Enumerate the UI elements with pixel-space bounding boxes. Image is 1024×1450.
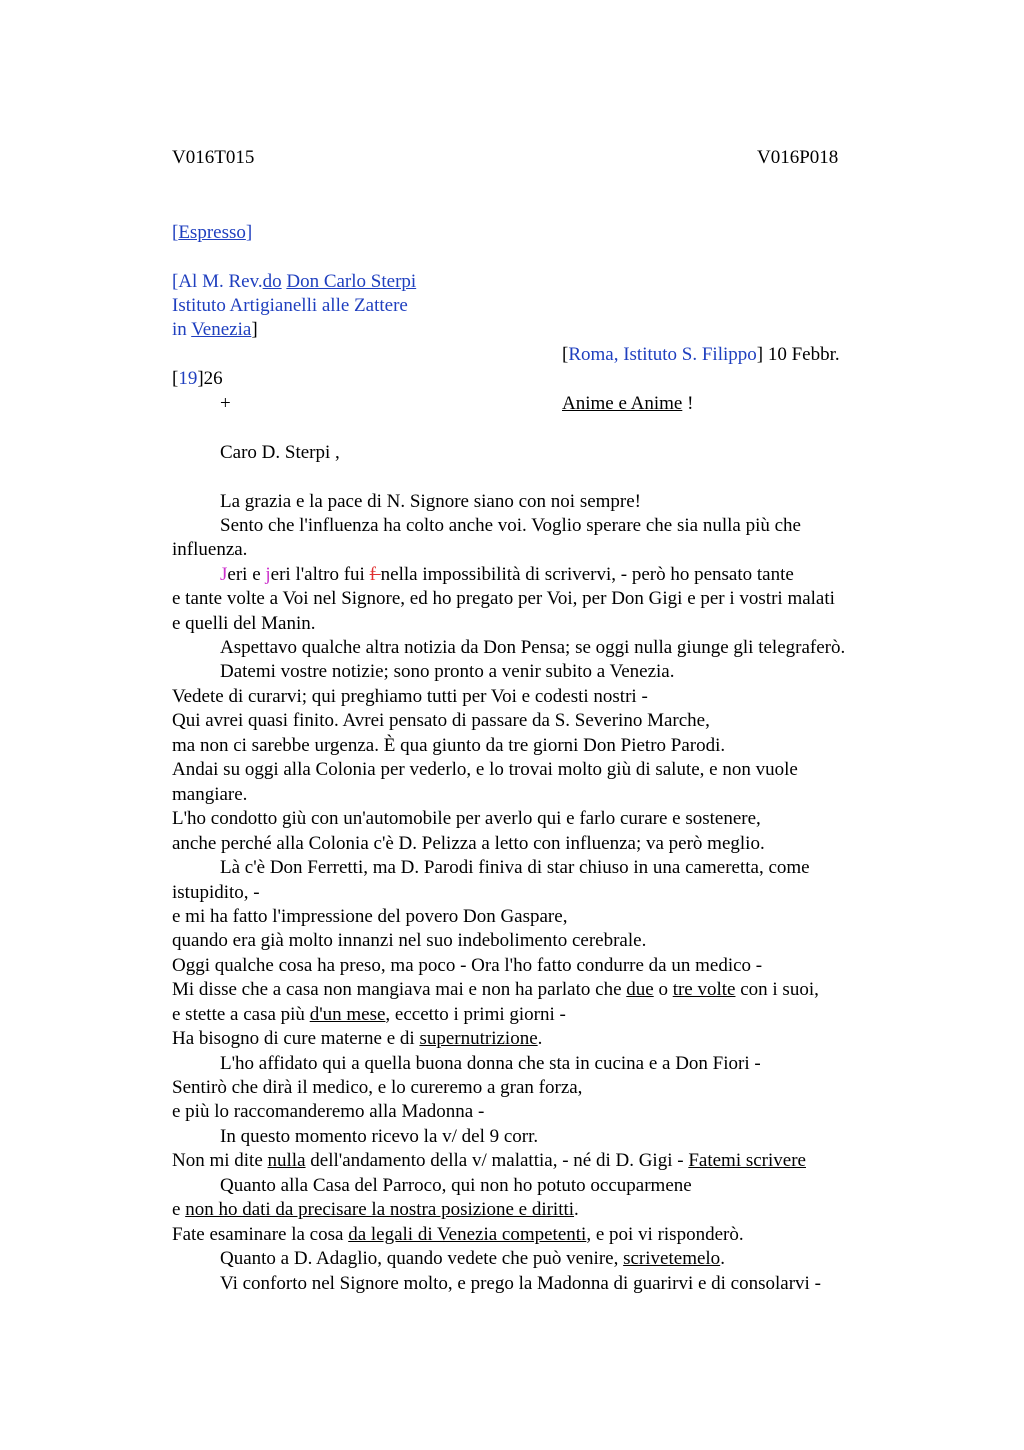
body-line: L'ho condotto giù con un'automobile per averlo qui e farlo curare e sostenere, [172, 808, 761, 829]
body-line: Qui avrei quasi finito. Avrei pensato di passare da S. Severino Marche, [172, 710, 710, 731]
body-line: e stette a casa più d'un mese, eccetto i primi giorni - [172, 1004, 566, 1025]
address-line-3: in Venezia] [172, 319, 258, 340]
body-line: Vedete di curarvi; qui preghiamo tutti per Voi e codesti nostri - [172, 686, 648, 707]
motto: Anime e Anime ! [562, 393, 694, 414]
dateline-year: [19]26 [172, 368, 223, 389]
address-line-1: [Al M. Rev.do Don Carlo Sterpi [172, 271, 417, 292]
body-line: mangiare. [172, 784, 248, 805]
body-line: Vi conforto nel Signore molto, e prego la Madonna di guarirvi e di consolarvi - [220, 1273, 821, 1294]
body-line: Sentirò che dirà il medico, e lo cureremo a gran forza, [172, 1077, 583, 1098]
body-line: Oggi qualche cosa ha preso, ma poco - Ora l'ho fatto condurre da un medico - [172, 955, 763, 976]
body-line: e non ho dati da precisare la nostra posizione e diritti. [172, 1199, 579, 1220]
body-line: Aspettavo qualche altra notizia da Don Pensa; se oggi nulla giunge gli telegraferò. [220, 637, 846, 658]
body-line: Ha bisogno di cure materne e di supernutrizione. [172, 1028, 543, 1049]
body-line: e quelli del Manin. [172, 613, 316, 634]
body-line: Non mi dite nulla dell'andamento della v/ malattia, - né di D. Gigi - Fatemi scrivere [172, 1150, 806, 1171]
body-line: e tante volte a Voi nel Signore, ed ho pregato per Voi, per Don Gigi e per i vostri malati [172, 588, 835, 609]
espresso-annotation: [Espresso] [172, 222, 253, 243]
body-line: ma non ci sarebbe urgenza. È qua giunto da tre giorni Don Pietro Parodi. [172, 735, 726, 756]
salutation: Caro D. Sterpi , [220, 442, 340, 463]
body-line: Andai su oggi alla Colonia per vederlo, e lo trovai molto giù di salute, e non vuole [172, 759, 798, 780]
body-line: e mi ha fatto l'impressione del povero Don Gaspare, [172, 906, 568, 927]
body-line: Jeri e jeri l'altro fui f nella impossibilità di scrivervi, - però ho pensato tante [220, 564, 794, 585]
body-line: e più lo raccomanderemo alla Madonna - [172, 1101, 485, 1122]
dateline: [Roma, Istituto S. Filippo] 10 Febbr. [562, 344, 840, 365]
recipient-name-link[interactable]: Don Carlo Sterpi [286, 271, 417, 292]
body-line: Quanto a D. Adaglio, quando vedete che può venire, scrivetemelo. [220, 1248, 725, 1269]
cross-symbol: + [220, 393, 231, 414]
body-line: quando era già molto innanzi nel suo indebolimento cerebrale. [172, 930, 647, 951]
city-link[interactable]: Venezia [191, 319, 252, 340]
right-document-code: V016P018 [757, 147, 839, 168]
abbrev-link[interactable]: do [262, 271, 282, 292]
body-line: Fate esaminare la cosa da legali di Venezia competenti, e poi vi risponderò. [172, 1224, 744, 1245]
body-line: In questo momento ricevo la v/ del 9 corr. [220, 1126, 539, 1147]
body-line: Datemi vostre notizie; sono pronto a venir subito a Venezia. [220, 661, 675, 682]
body-line: Là c'è Don Ferretti, ma D. Parodi finiva di star chiuso in una cameretta, come [220, 857, 810, 878]
body-line: influenza. [172, 539, 248, 560]
body-line: Sento che l'influenza ha colto anche voi. Voglio sperare che sia nulla più che [220, 515, 801, 536]
body-line: La grazia e la pace di N. Signore siano con noi sempre! [220, 491, 642, 512]
espresso-link[interactable]: Espresso [178, 222, 246, 243]
body-line: Quanto alla Casa del Parroco, qui non ho potuto occuparmene [220, 1175, 692, 1196]
body-line: anche perché alla Colonia c'è D. Pelizza a letto con influenza; va però meglio. [172, 833, 765, 854]
body-line: Mi disse che a casa non mangiava mai e non ha parlato che due o tre volte con i suoi, [172, 979, 819, 1000]
left-document-code: V016T015 [172, 147, 255, 168]
deleted-text: f [369, 564, 381, 585]
address-line-2: Istituto Artigianelli alle Zattere [172, 295, 408, 316]
body-line: L'ho affidato qui a quella buona donna che sta in cucina e a Don Fiori - [220, 1053, 761, 1074]
place-annotation: Roma, Istituto S. Filippo [568, 344, 757, 365]
body-line: istupidito, - [172, 882, 260, 903]
